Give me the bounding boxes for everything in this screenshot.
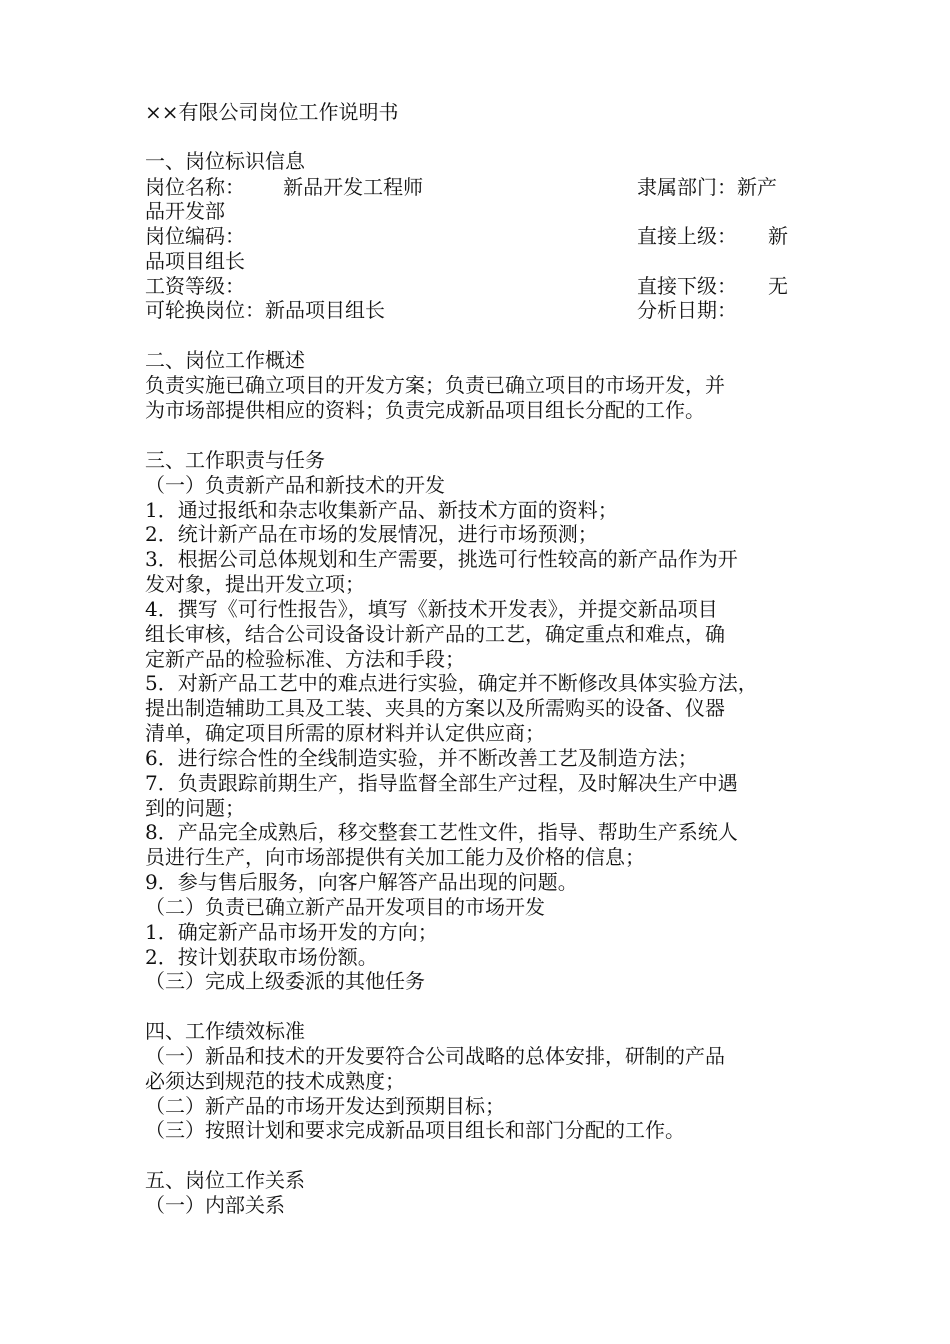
- duty-line: 发对象，提出开发立项；: [145, 572, 365, 596]
- performance-line: 必须达到规范的技术成熟度；: [145, 1069, 405, 1093]
- duty-line: 5．对新产品工艺中的难点进行实验，确定并不断修改具体实验方法，: [145, 671, 758, 695]
- direct-superior-value: 新: [768, 224, 788, 248]
- performance-line: （一）新品和技术的开发要符合公司战略的总体安排，研制的产品: [145, 1044, 725, 1068]
- department-value-wrap: 品开发部: [145, 199, 225, 223]
- position-code-label: 岗位编码：: [145, 224, 245, 248]
- duty-line: 2．统计新产品在市场的发展情况，进行市场预测；: [145, 522, 598, 546]
- duty-line: 1．通过报纸和杂志收集新产品、新技术方面的资料；: [145, 498, 618, 522]
- duty-line: 到的问题；: [145, 796, 245, 820]
- salary-grade-label: 工资等级：: [145, 274, 245, 298]
- analysis-date-label: 分析日期：: [637, 298, 737, 322]
- subsection-heading: （一）负责新产品和新技术的开发: [145, 473, 445, 497]
- performance-line: （二）新产品的市场开发达到预期目标；: [145, 1094, 505, 1118]
- duty-line: 定新产品的检验标准、方法和手段；: [145, 647, 465, 671]
- performance-line: （三）按照计划和要求完成新品项目组长和部门分配的工作。: [145, 1118, 685, 1142]
- duty-line: 组长审核，结合公司设备设计新产品的工艺，确定重点和难点，确: [145, 622, 725, 646]
- direct-subordinate-label: 直接下级：: [637, 274, 737, 298]
- duty-line: 2．按计划获取市场份额。: [145, 945, 378, 969]
- section-3-heading: 三、工作职责与任务: [145, 448, 325, 472]
- duty-line: 1．确定新产品市场开发的方向；: [145, 920, 438, 944]
- overview-line: 负责实施已确立项目的开发方案；负责已确立项目的市场开发，并: [145, 373, 725, 397]
- duty-line: 7．负责跟踪前期生产，指导监督全部生产过程，及时解决生产中遇: [145, 771, 738, 795]
- duty-line: 4．撰写《可行性报告》，填写《新技术开发表》，并提交新品项目: [145, 597, 718, 621]
- document-title: ××有限公司岗位工作说明书: [145, 100, 399, 124]
- direct-superior-value-wrap: 品项目组长: [145, 249, 245, 273]
- subsection-heading: （三）完成上级委派的其他任务: [145, 969, 425, 993]
- subsection-heading: （二）负责已确立新产品开发项目的市场开发: [145, 895, 545, 919]
- duty-line: 9．参与售后服务，向客户解答产品出现的问题。: [145, 870, 578, 894]
- duty-line: 3．根据公司总体规划和生产需要，挑选可行性较高的新产品作为开: [145, 547, 738, 571]
- duty-line: 8．产品完全成熟后，移交整套工艺性文件，指导、帮助生产系统人: [145, 820, 738, 844]
- overview-line: 为市场部提供相应的资料；负责完成新品项目组长分配的工作。: [145, 398, 705, 422]
- duty-line: 清单，确定项目所需的原材料并认定供应商；: [145, 721, 545, 745]
- duty-line: 提出制造辅助工具及工装、夹具的方案以及所需购买的设备、仪器: [145, 696, 725, 720]
- duty-line: 6．进行综合性的全线制造实验，并不断改善工艺及制造方法；: [145, 746, 698, 770]
- direct-subordinate-value: 无: [768, 274, 788, 298]
- subsection-heading: （一）内部关系: [145, 1193, 285, 1217]
- section-1-heading: 一、岗位标识信息: [145, 149, 305, 173]
- position-name-label: 岗位名称： 新品开发工程师: [145, 175, 424, 199]
- section-4-heading: 四、工作绩效标准: [145, 1019, 305, 1043]
- department-label: 隶属部门：新产: [637, 175, 777, 199]
- section-2-heading: 二、岗位工作概述: [145, 348, 305, 372]
- rotatable-position: 可轮换岗位：新品项目组长: [145, 298, 385, 322]
- section-5-heading: 五、岗位工作关系: [145, 1168, 305, 1192]
- duty-line: 员进行生产，向市场部提供有关加工能力及价格的信息；: [145, 845, 645, 869]
- direct-superior-label: 直接上级：: [637, 224, 737, 248]
